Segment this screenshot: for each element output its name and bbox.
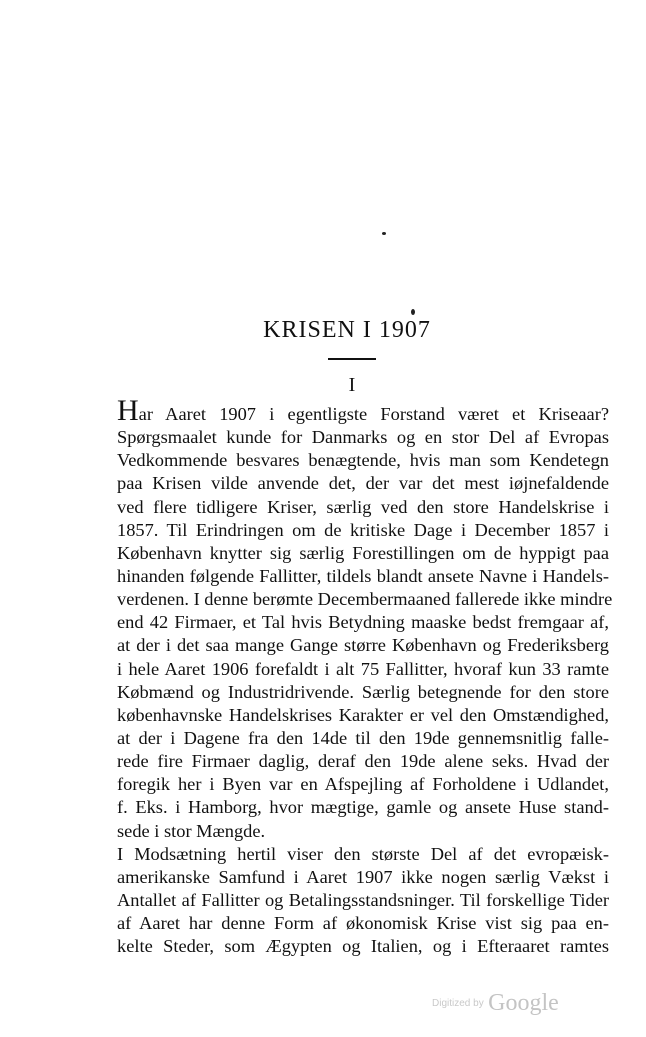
text-line: verdenen. I denne berømte Decembermaaned fallerede ikke mindre	[117, 589, 613, 610]
text-line: Vedkommende besvares benægtende, hvis man som Kendetegn	[117, 450, 609, 471]
text-line: København knytter sig særlig Forestillingen om de hyppigt paa	[117, 542, 609, 563]
digitized-watermark	[432, 990, 559, 1017]
text-line: københavnske Handelskrises Karakter er vel den Omstændighed,	[117, 704, 609, 725]
text-line: Har Aaret 1907 i egentligste Forstand været et Kriseaar?	[117, 394, 609, 427]
chapter-title: KRISEN I 1907	[263, 317, 431, 343]
text-line: foregik her i Byen var en Afspejling af Forholdene i Udlandet,	[117, 774, 609, 795]
text-line: Købmænd og Industridrivende. Særlig betegnende for den store	[117, 681, 609, 702]
text-line: Antallet af Fallitter og Betalingsstandsninger. Til forskellige Tider	[117, 889, 609, 910]
text-line: i hele Aaret 1906 forefaldt i alt 75 Fallitter, hvoraf kun 33 ramte	[117, 658, 609, 679]
body-text	[117, 394, 613, 958]
print-speck	[382, 232, 386, 235]
text-line: amerikanske Samfund i Aaret 1907 ikke nogen særlig Vækst i	[117, 866, 609, 887]
title-rule	[328, 358, 376, 360]
text-line: I Modsætning hertil viser den største Del af det evropæisk-	[117, 843, 609, 864]
text-line: ved flere tidligere Kriser, særlig ved den store Handelskrise i	[117, 496, 609, 517]
text-line: paa Krisen vilde anvende det, der var det mest iøjnefaldende	[117, 473, 609, 494]
text-line: sede i stor Mængde.	[117, 820, 266, 841]
text-line: af Aaret har denne Form af økonomisk Krise vist sig paa en-	[117, 913, 609, 934]
text-line: end 42 Firmaer, et Tal hvis Betydning maaske bedst fremgaar af,	[117, 612, 609, 633]
text-line: 1857. Til Erindringen om de kritiske Dage i December 1857 i	[117, 519, 609, 540]
text-line: kelte Steder, som Ægypten og Italien, og i Efteraaret ramtes	[117, 936, 609, 957]
text-line: Spørgsmaalet kunde for Danmarks og en stor Del af Evropas	[117, 427, 609, 448]
text-line: at der i det saa mange Gange større København og Frederiksberg	[117, 635, 609, 656]
text-line: hinanden følgende Fallitter, tildels blandt ansete Navne i Handels-	[117, 565, 609, 586]
watermark-prefix: Digitized by	[432, 998, 484, 1009]
text-line: rede fire Firmaer daglig, deraf den 19de alene seks. Hvad der	[117, 751, 609, 772]
drop-cap: H	[117, 394, 139, 427]
text-line: f. Eks. i Hamborg, hvor mægtige, gamle og ansete Huse stand-	[117, 797, 609, 818]
section-number: I	[348, 374, 356, 396]
google-logo: Google	[488, 990, 559, 1016]
text-line: at der i Dagene fra den 14de til den 19de gennemsnitlig falle-	[117, 727, 609, 748]
